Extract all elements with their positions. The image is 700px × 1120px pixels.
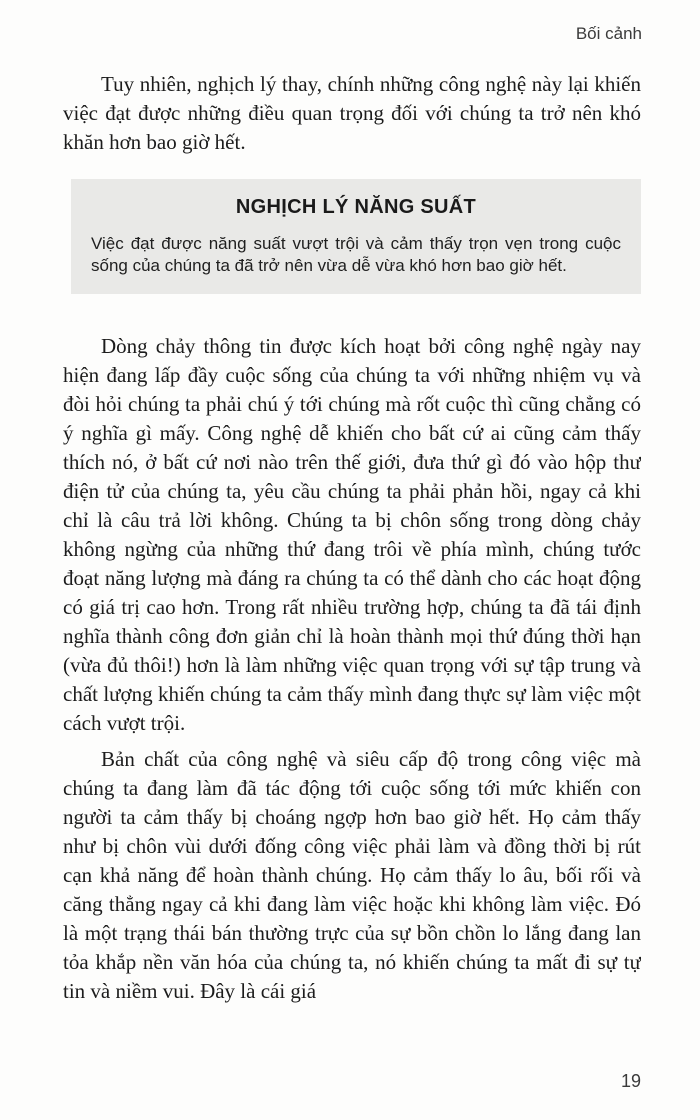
callout-body: Việc đạt được năng suất vượt trội và cảm thấy trọn vẹn trong cuộc sống của chúng ta đã trở nên vừa dễ vừa khó hơn bao giờ hết. — [91, 234, 621, 275]
callout-box — [71, 179, 641, 294]
paragraph-information-flow: Dòng chảy thông tin được kích hoạt bởi công nghệ ngày nay hiện đang lấp đầy cuộc sống của chúng ta với những nhiệm vụ và đòi hỏi chúng ta phải chú ý tới chúng mà rốt cuộc thì cũng chẳng có ý nghĩa gì mấy. Công nghệ dễ khiến cho bất cứ ai cũng cảm thấy thích nó, ở bất cứ nơi nào trên thế giới, đưa thứ gì đó vào hộp thư điện tử của chúng ta, yêu cầu chúng ta phải phản hồi, ngay cả khi chỉ là câu trả lời không. Chúng ta bị chôn sống trong dòng chảy không ngừng của những thứ đang trôi về phía mình, chúng tước đoạt năng lượng mà đáng ra chúng ta có thể dành cho các hoạt động có giá trị cao hơn. Trong rất nhiều trường hợp, chúng ta đã tái định nghĩa thành công đơn giản chỉ là hoàn thành mọi thứ đúng thời hạn (vừa đủ thôi!) hơn là làm những việc quan trọng với sự tập trung và chất lượng khiến chúng ta cảm thấy mình đang thực sự làm việc một cách vượt trội. — [63, 334, 641, 735]
callout-title: NGHỊCH LÝ NĂNG SUẤT — [235, 196, 477, 218]
paragraph-technology-nature: Bản chất của công nghệ và siêu cấp độ trong công việc mà chúng ta đang làm đã tác động tới cuộc sống tới mức khiến con người ta cảm thấy bị choáng ngợp hơn bao giờ hết. Họ cảm thấy như bị chôn vùi dưới đống công việc phải làm và đồng thời bị rút cạn khả năng để hoàn thành chúng. Họ cảm thấy lo âu, bối rối và căng thẳng ngay cả khi đang làm việc hoặc khi không làm việc. Đó là một trạng thái bán thường trực của sự bồn chồn lo lắng đang lan tỏa khắp nền văn hóa của chúng ta, nó khiến chúng ta mất đi sự tự tin và niềm vui. Đây là cái giá — [63, 747, 641, 1003]
page-content — [63, 70, 641, 1060]
paragraph-intro: Tuy nhiên, nghịch lý thay, chính những công nghệ này lại khiến việc đạt được những điều quan trọng đối với chúng ta trở nên khó khăn hơn bao giờ hết. — [63, 72, 641, 154]
page-number: 19 — [620, 1071, 641, 1091]
running-header: Bối cảnh — [575, 24, 642, 43]
